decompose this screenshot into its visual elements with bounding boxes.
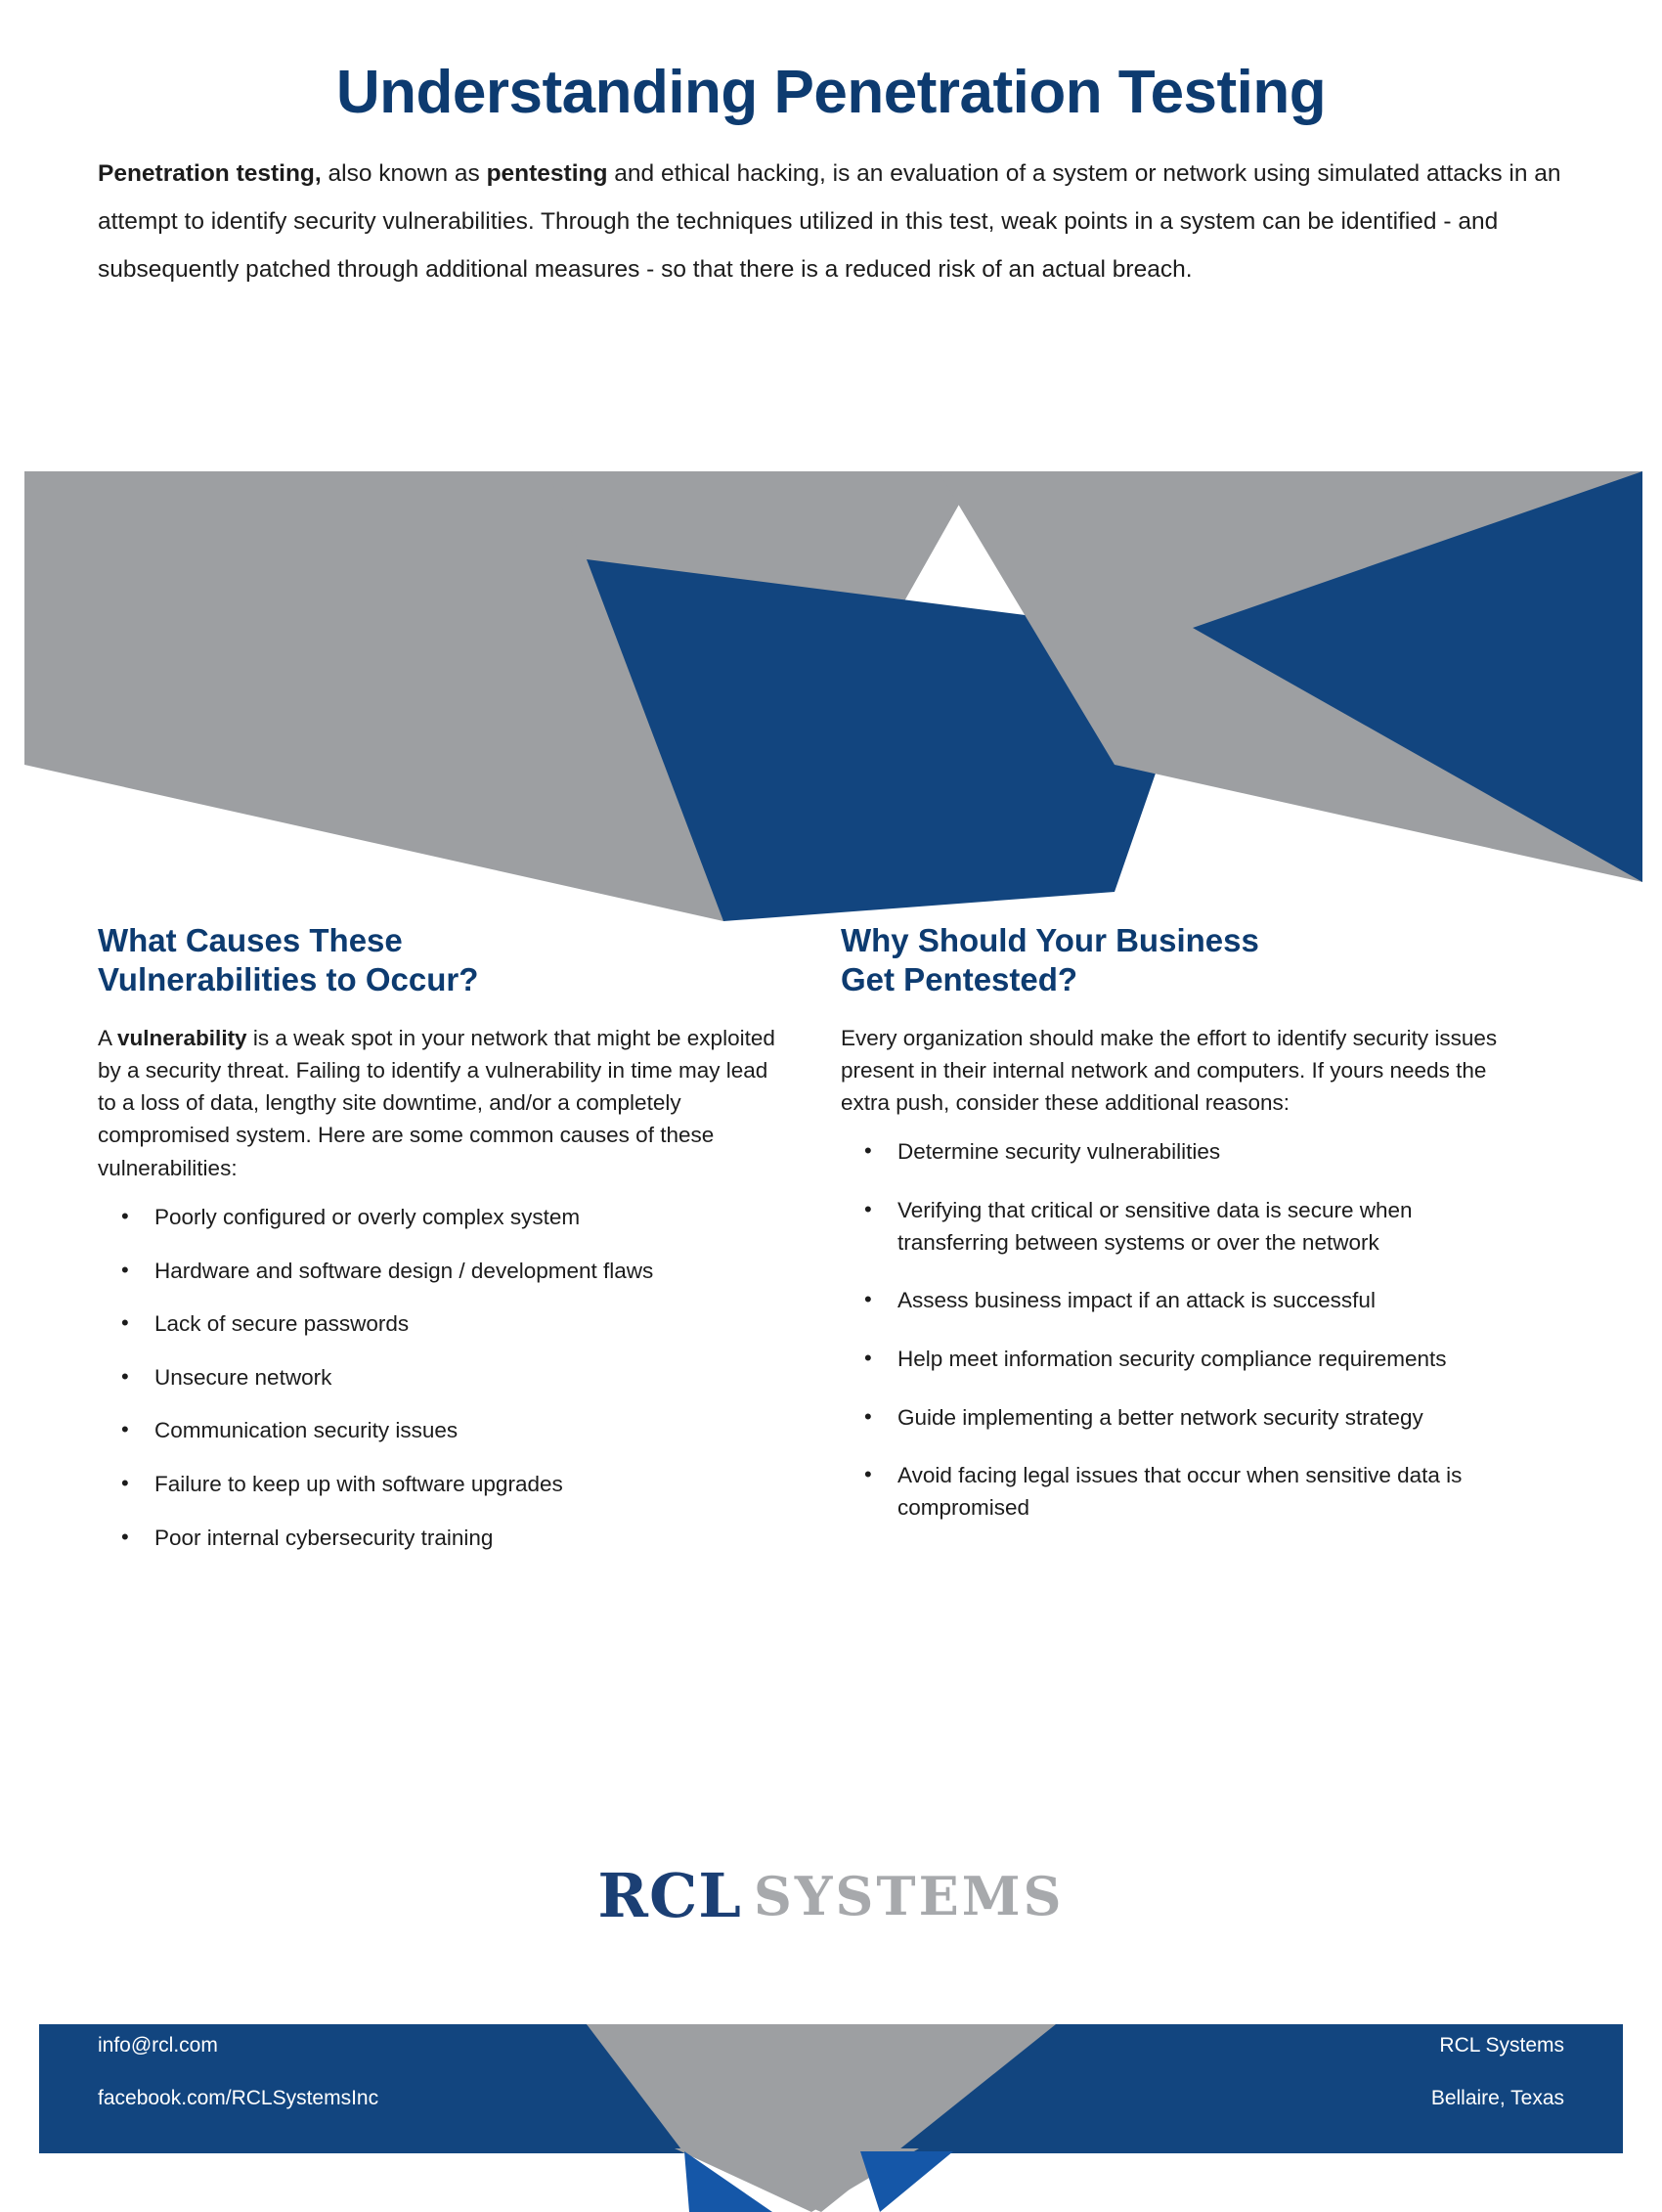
footer-location: Bellaire, Texas	[1430, 2087, 1564, 2110]
why-heading-line2: Get Pentested?	[841, 961, 1078, 998]
list-item: • Hardware and software design / development flaws	[98, 1256, 782, 1288]
footer-blue-tab-right	[860, 2151, 953, 2212]
why-heading-line1: Why Should Your Business	[841, 922, 1259, 958]
list-item: • Verifying that critical or sensitive data is secure when transferring between systems or over the network	[841, 1195, 1525, 1259]
list-item: • Communication security issues	[98, 1415, 782, 1447]
list-item: • Poorly configured or overly complex system	[98, 1202, 782, 1234]
footer-company-name: RCL Systems	[1439, 2033, 1564, 2057]
logo-primary: RCL	[597, 1860, 742, 1931]
footer-phone[interactable]: (281) 240-2777	[1423, 1980, 1564, 2003]
list-item: • Unsecure network	[98, 1362, 782, 1394]
intro-rest-1: also known as	[321, 160, 487, 188]
causes-paragraph-post: is a weak spot in your network that might be exploited by a security threat. Failing to identify a vulnerability in time may lead to a loss of data, lengthy site downtime, and/or a completely compromised system. Here are some common causes of these vulnerabilities:	[98, 1025, 775, 1180]
why-paragraph: Every organization should make the effort to identify security issues present in their internal network and computers. If yours needs the extra push, consider these additional reasons:	[841, 1025, 1498, 1116]
list-item: • Help meet information security compliance requirements	[841, 1344, 1525, 1376]
footer-website[interactable]: www.rcl.com	[98, 1980, 213, 2003]
list-item: • Guide implementing a better network security strategy	[841, 1402, 1525, 1435]
footer-facebook[interactable]: facebook.com/RCLSystemsInc	[98, 2087, 379, 2110]
why-bullet-list	[841, 1136, 1525, 1524]
causes-paragraph	[98, 1022, 782, 1184]
content-columns	[0, 921, 1662, 1575]
list-item: • Lack of secure passwords	[98, 1308, 782, 1341]
column-causes	[98, 921, 782, 1575]
causes-heading-line2: Vulnerabilities to Occur?	[98, 961, 479, 998]
intro-rest-2: and ethical hacking, is an evaluation of a system or network using simulated attacks in an attempt to identify security vulnerabilities. Through the techniques utilized in this test, weak points in a system can be identified - and subsequently patched through additional measures - so that there is a reduced risk of an actual breach.	[98, 160, 1561, 284]
footer-contact-right	[1423, 1966, 1564, 2126]
causes-paragraph-pre: A	[98, 1025, 118, 1050]
intro-bold-2: pentesting	[486, 160, 608, 188]
logo-secondary: SYSTEMS	[753, 1864, 1065, 1927]
logo-text	[597, 1860, 1064, 1931]
column-why-pentest	[841, 921, 1525, 1575]
intro-lead-bold: Penetration testing,	[98, 160, 322, 188]
list-item: • Determine security vulnerabilities	[841, 1136, 1525, 1169]
causes-paragraph-bold: vulnerability	[117, 1025, 247, 1050]
causes-heading	[98, 921, 782, 1000]
infographic-page	[0, 61, 1662, 2212]
company-logo	[0, 1860, 1662, 1931]
footer-email[interactable]: info@rcl.com	[98, 2033, 218, 2057]
intro-paragraph	[98, 150, 1564, 293]
list-item: • Poor internal cybersecurity training	[98, 1523, 782, 1555]
zigzag-graphic	[0, 471, 1662, 921]
page-title: Understanding Penetration Testing	[335, 59, 1327, 126]
list-item: • Assess business impact if an attack is successful	[841, 1285, 1525, 1317]
causes-bullet-list	[98, 1202, 782, 1554]
why-heading	[841, 921, 1525, 1000]
list-item: • Avoid facing legal issues that occur when sensitive data is compromised	[841, 1460, 1525, 1524]
footer-contact-left	[98, 1966, 378, 2126]
causes-heading-line1: What Causes These	[98, 922, 403, 958]
list-item: • Failure to keep up with software upgrades	[98, 1469, 782, 1501]
